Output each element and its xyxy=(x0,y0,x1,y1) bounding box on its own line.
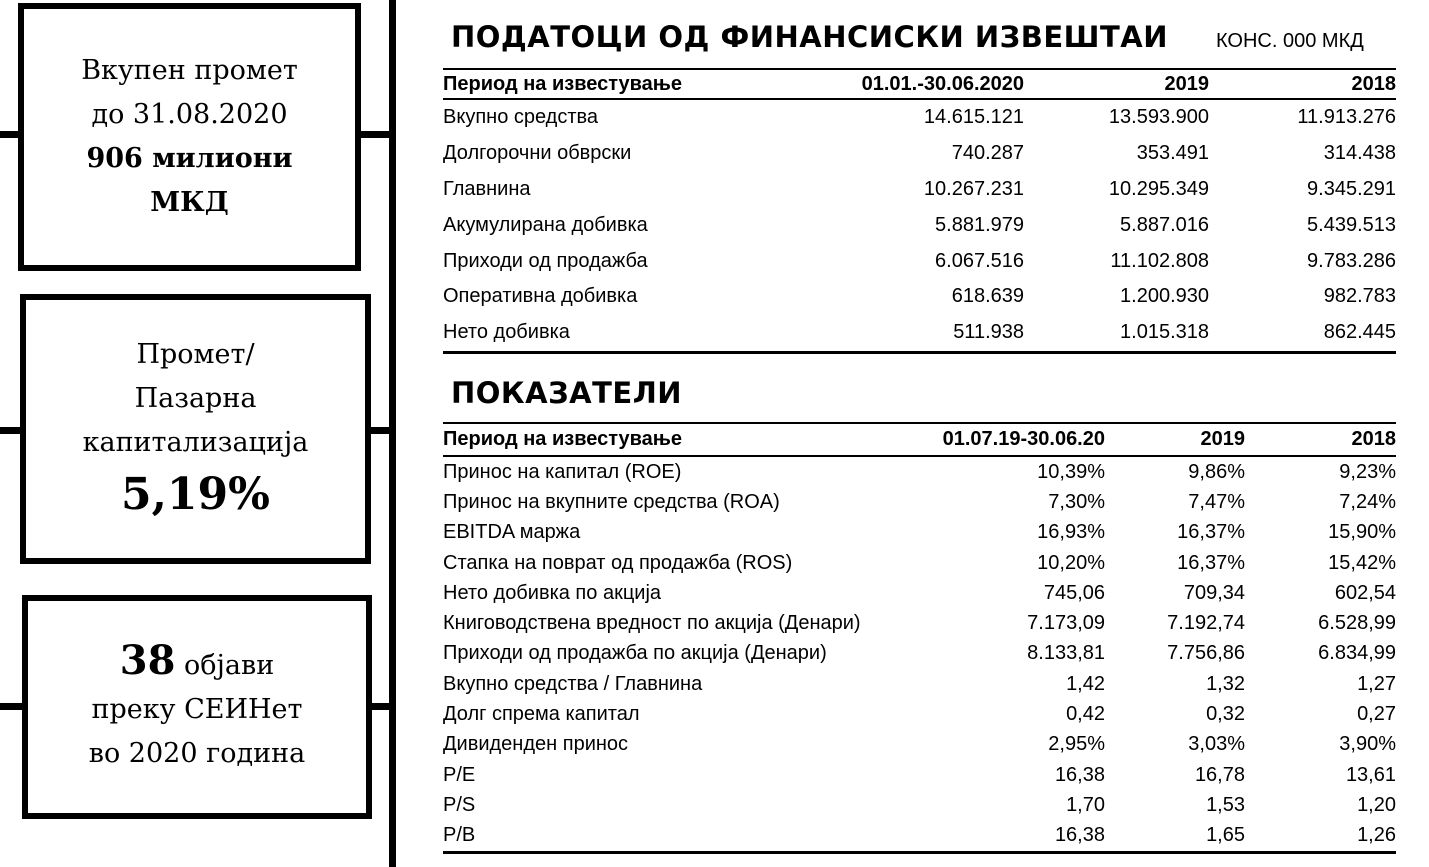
row-label: P/B xyxy=(443,824,476,847)
financials-table xyxy=(443,68,1396,354)
left-tick xyxy=(0,131,18,138)
cell-value: 1,65 xyxy=(1206,824,1245,847)
header-period: Период на известување xyxy=(443,69,763,99)
header-col: 2018 xyxy=(1245,423,1396,456)
row-label: Оперативна добивка xyxy=(443,285,638,308)
cell-value: 8.133,81 xyxy=(1027,642,1105,665)
table-row xyxy=(443,760,1396,790)
cell-value: 1,70 xyxy=(1066,793,1105,816)
table-row xyxy=(443,315,1396,352)
cell-value: 7,30% xyxy=(1048,490,1105,513)
cell-value: 1,53 xyxy=(1206,793,1245,816)
kpi-box-turnover-ratio xyxy=(20,294,371,564)
cell-value: 16,37% xyxy=(1177,551,1245,574)
kpi-ratio-label-1: Промет/ xyxy=(136,339,255,370)
cell-value: 16,38 xyxy=(1054,763,1105,786)
left-tick xyxy=(0,427,20,434)
header-col: 01.01.-30.06.2020 xyxy=(763,69,1024,99)
cell-value: 6.528,99 xyxy=(1318,612,1396,635)
cell-value: 6.834,99 xyxy=(1318,642,1396,665)
cell-value: 740.287 xyxy=(951,142,1024,165)
cell-value: 15,90% xyxy=(1328,521,1396,544)
row-label: Долгорочни обврски xyxy=(443,142,632,165)
row-label: Приходи од продажба по акција (Денари) xyxy=(443,642,827,665)
table-row xyxy=(443,608,1396,638)
kpi-ratio-value: 5,19% xyxy=(121,469,270,520)
table-row xyxy=(443,790,1396,820)
cell-value: 709,34 xyxy=(1183,581,1245,604)
cell-value: 9.345.291 xyxy=(1307,177,1396,200)
table-header-row xyxy=(443,423,1396,456)
cell-value: 1,26 xyxy=(1357,824,1396,847)
kpi-turnover-label: Вкупен промет xyxy=(81,55,298,86)
table-row xyxy=(443,207,1396,243)
cell-value: 0,32 xyxy=(1206,703,1245,726)
cell-value: 16,38 xyxy=(1054,824,1105,847)
row-label: P/E xyxy=(443,763,476,786)
row-label: P/S xyxy=(443,793,476,816)
cell-value: 14.615.121 xyxy=(923,106,1024,129)
cell-value: 9,23% xyxy=(1339,460,1396,483)
table-row xyxy=(443,699,1396,729)
kpi-box-turnover xyxy=(18,3,361,271)
cell-value: 745,06 xyxy=(1043,581,1105,604)
kpi-announcements-count-line xyxy=(119,636,275,688)
header-col: 2019 xyxy=(1105,423,1245,456)
financials-unit: КОНС. 000 МКД xyxy=(1216,30,1364,52)
cell-value: 2,95% xyxy=(1048,733,1105,756)
indicators-table xyxy=(443,422,1396,854)
row-label: Дивиденден принос xyxy=(443,733,629,756)
cell-value: 862.445 xyxy=(1323,321,1396,344)
cell-value: 11.102.808 xyxy=(1110,249,1209,272)
left-tick xyxy=(0,703,22,710)
kpi-ratio-label-2: Пазарна xyxy=(134,383,257,414)
right-tick xyxy=(372,703,391,710)
kpi-turnover-currency: МКД xyxy=(150,187,229,218)
cell-value: 602,54 xyxy=(1334,581,1396,604)
row-label: Нето добивка по акција xyxy=(443,581,662,604)
row-label: Принос на вкупните средства (ROA) xyxy=(443,490,780,513)
header-col: 01.07.19-30.06.20 xyxy=(923,423,1105,456)
row-label: Приходи од продажба xyxy=(443,249,648,272)
cell-value: 1,32 xyxy=(1206,672,1245,695)
table-row xyxy=(443,172,1396,208)
header-period: Период на известување xyxy=(443,423,923,456)
indicators-title: ПОКАЗАТЕЛИ xyxy=(451,376,683,410)
cell-value: 10,39% xyxy=(1037,460,1105,483)
kpi-announcements-channel: преку СЕИНет xyxy=(91,693,303,725)
cell-value: 353.491 xyxy=(1136,142,1209,165)
row-label: Вкупно средства / Главнина xyxy=(443,672,703,695)
cell-value: 5.439.513 xyxy=(1307,213,1396,236)
cell-value: 1.200.930 xyxy=(1120,285,1209,308)
cell-value: 511.938 xyxy=(953,321,1024,344)
cell-value: 1,20 xyxy=(1357,793,1396,816)
table-row xyxy=(443,279,1396,315)
table-row xyxy=(443,243,1396,279)
cell-value: 1,27 xyxy=(1357,672,1396,695)
row-label: Принос на капитал (ROE) xyxy=(443,460,682,483)
cell-value: 9.783.286 xyxy=(1307,249,1396,272)
row-label: Стапка на поврат од продажба (ROS) xyxy=(443,551,793,574)
table-row xyxy=(443,456,1396,487)
kpi-turnover-value: 906 милиони xyxy=(86,143,293,174)
row-label: Долг спрема капитал xyxy=(443,703,640,726)
kpi-announcements-year: во 2020 година xyxy=(88,737,306,769)
cell-value: 15,42% xyxy=(1328,551,1396,574)
table-row xyxy=(443,639,1396,669)
cell-value: 3,03% xyxy=(1188,733,1245,756)
cell-value: 314.438 xyxy=(1323,142,1396,165)
cell-value: 3,90% xyxy=(1339,733,1396,756)
cell-value: 0,27 xyxy=(1357,703,1396,726)
cell-value: 6.067.516 xyxy=(935,249,1024,272)
cell-value: 5.887.016 xyxy=(1120,213,1209,236)
right-tick xyxy=(361,131,391,138)
cell-value: 11.913.276 xyxy=(1297,106,1396,129)
cell-value: 16,78 xyxy=(1194,763,1245,786)
cell-value: 982.783 xyxy=(1323,285,1396,308)
cell-value: 1.015.318 xyxy=(1120,321,1209,344)
right-tick xyxy=(371,427,391,434)
kpi-turnover-date: до 31.08.2020 xyxy=(91,99,288,130)
table-row xyxy=(443,821,1396,853)
cell-value: 16,93% xyxy=(1037,521,1105,544)
cell-value: 7.173,09 xyxy=(1027,612,1105,635)
cell-value: 16,37% xyxy=(1177,521,1245,544)
header-col: 2018 xyxy=(1209,69,1396,99)
cell-value: 13,61 xyxy=(1345,763,1396,786)
cell-value: 10.267.231 xyxy=(923,177,1024,200)
row-label: Акумулирана добивка xyxy=(443,213,648,236)
cell-value: 7,24% xyxy=(1339,490,1396,513)
cell-value: 7.192,74 xyxy=(1167,612,1245,635)
cell-value: 7.756,86 xyxy=(1167,642,1245,665)
table-row xyxy=(443,730,1396,760)
table-header-row xyxy=(443,69,1396,99)
cell-value: 0,42 xyxy=(1066,703,1105,726)
cell-value: 10.295.349 xyxy=(1108,177,1209,200)
cell-value: 7,47% xyxy=(1188,490,1245,513)
row-label: EBITDA маржа xyxy=(443,521,581,544)
table-row xyxy=(443,518,1396,548)
financials-title: ПОДАТОЦИ ОД ФИНАНСИСКИ ИЗВЕШТАИ xyxy=(451,20,1169,54)
cell-value: 9,86% xyxy=(1188,460,1245,483)
header-col: 2019 xyxy=(1024,69,1209,99)
cell-value: 1,42 xyxy=(1066,672,1105,695)
table-row xyxy=(443,136,1396,172)
kpi-ratio-label-3: капитализација xyxy=(82,427,309,458)
row-label: Нето добивка xyxy=(443,321,570,344)
row-label: Книговодствена вредност по акција (Денари) xyxy=(443,612,861,635)
table-row xyxy=(443,578,1396,608)
kpi-announcements-word: објави xyxy=(184,649,275,681)
cell-value: 10,20% xyxy=(1037,551,1105,574)
table-row xyxy=(443,548,1396,578)
table-row xyxy=(443,487,1396,517)
cell-value: 618.639 xyxy=(951,285,1024,308)
kpi-announcements-count: 38 xyxy=(119,636,176,684)
kpi-box-announcements xyxy=(22,595,372,819)
cell-value: 13.593.900 xyxy=(1108,106,1209,129)
row-label: Вкупно средства xyxy=(443,106,599,129)
table-row xyxy=(443,99,1396,136)
cell-value: 5.881.979 xyxy=(935,213,1024,236)
table-row xyxy=(443,669,1396,699)
row-label: Главнина xyxy=(443,177,531,200)
